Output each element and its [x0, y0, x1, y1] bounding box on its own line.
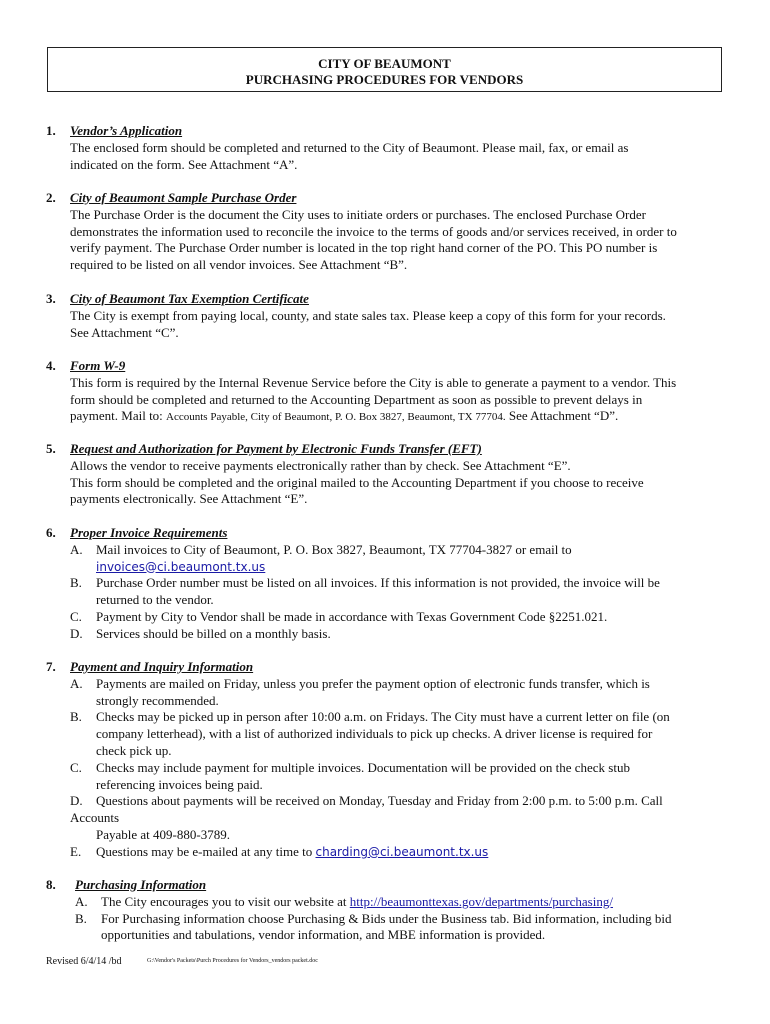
- item-letter: D.: [70, 793, 83, 809]
- paragraph-line: form should be completed and returned to the Accounting Department as soon as possible to prevent delays in: [70, 391, 643, 407]
- item-continuation: check pick up.: [96, 742, 172, 758]
- section-heading: Form W-9: [70, 358, 126, 373]
- item-text: For Purchasing information choose Purchasing & Bids under the Business tab. Bid information, including bid: [101, 910, 672, 926]
- paragraph-line: required to be listed on all vendor invoices. See Attachment “B”.: [70, 257, 408, 273]
- item-text: Payments are mailed on Friday, unless you prefer the payment option of electronic funds transfer, which is: [96, 675, 650, 691]
- item-text: Payment by City to Vendor shall be made in accordance with Texas Government Code §2251.021.: [96, 608, 608, 624]
- list-item: [70, 676, 730, 693]
- section-number: 5.: [46, 441, 56, 456]
- item-letter: C.: [70, 759, 82, 775]
- item-continuation: referencing invoices being paid.: [96, 776, 263, 792]
- item-letter: C.: [70, 608, 82, 624]
- item-continuation: strongly recommended.: [96, 692, 219, 708]
- section-number: 2.: [46, 190, 56, 205]
- item-letter: A.: [70, 541, 83, 557]
- item-letter: B.: [70, 575, 82, 591]
- item-text: Checks may include payment for multiple invoices. Documentation will be provided on the check stub: [96, 759, 630, 775]
- item-text: Questions may be e-mailed at any time to: [96, 843, 316, 859]
- item-text-with-link: [96, 844, 488, 861]
- item-continuation: returned to the vendor.: [96, 592, 214, 608]
- item-text-with-link: [101, 894, 613, 911]
- item-letter: B.: [75, 910, 87, 926]
- item-continuation: opportunities and tabulations, vendor information, and MBE information is provided.: [101, 927, 546, 943]
- title-city: CITY OF BEAUMONT: [318, 56, 451, 71]
- paragraph-line: See Attachment “C”.: [70, 324, 179, 340]
- list-item: [70, 575, 730, 592]
- paragraph-line: Allows the vendor to receive payments electronically rather than by check. See Attachment “E”.: [70, 457, 571, 473]
- paragraph-line: The Purchase Order is the document the City uses to initiate orders or purchases. The enclosed Purchase Order: [70, 206, 646, 222]
- section-heading: Request and Authorization for Payment by Electronic Funds Transfer (EFT): [70, 441, 482, 456]
- item-letter: A.: [70, 675, 83, 691]
- list-item: [70, 609, 730, 626]
- item-text: Questions about payments will be received on Monday, Tuesday and Friday from 2:00 p.m. to 5:00 p.m. Call: [96, 793, 663, 809]
- list-item: [70, 844, 730, 861]
- paragraph-line: This form is required by the Internal Revenue Service before the City is able to generate a payment to a vendor. This: [70, 374, 677, 390]
- paragraph-line: This form should be completed and the original mailed to the Accounting Department if you choose to receive: [70, 474, 644, 490]
- invoices-email-link[interactable]: invoices@ci.beaumont.tx.us: [96, 559, 266, 574]
- list-item: [75, 894, 735, 911]
- section-heading: City of Beaumont Tax Exemption Certificate: [70, 291, 309, 306]
- list-item: [70, 793, 730, 810]
- section-number: 1.: [46, 123, 56, 138]
- mail-to-line: [70, 408, 730, 425]
- paragraph-line: demonstrates the information used to reconcile the invoice to the terms of goods and/or services received, in order to: [70, 223, 677, 239]
- paragraph-line: The enclosed form should be completed and returned to the City of Beaumont. Please mail, fax, or email as: [70, 139, 629, 155]
- item-continuation: Payable at 409-880-3789.: [96, 826, 230, 842]
- file-path: G:\Vendor's Packets\Purch Procedures for Vendors_vendors packet.doc: [147, 958, 318, 964]
- item-letter: D.: [70, 625, 83, 641]
- item-continuation: company letterhead), with a list of authorized individuals to pick up checks. A driver license is required for: [96, 726, 653, 742]
- item-wrap: Accounts: [70, 810, 120, 826]
- item-text: Services should be billed on a monthly basis.: [96, 625, 331, 641]
- item-letter: A.: [75, 893, 88, 909]
- item-text: Purchase Order number must be listed on all invoices. If this information is not provided, the invoice will be: [96, 575, 660, 591]
- mail-prefix: payment. Mail to:: [70, 408, 167, 424]
- paragraph-line: indicated on the form. See Attachment “A”.: [70, 156, 298, 172]
- item-text: Checks may be picked up in person after 10:00 a.m. on Fridays. The City must have a current letter on file (on: [96, 709, 670, 725]
- list-item: [70, 542, 730, 559]
- list-item: [70, 626, 730, 643]
- list-item: [70, 760, 730, 777]
- item-text: Mail invoices to City of Beaumont, P. O. Box 3827, Beaumont, TX 77704-3827 or email to: [96, 541, 572, 557]
- item-letter: B.: [70, 709, 82, 725]
- section-heading: Vendor’s Application: [70, 123, 183, 138]
- footer: [46, 956, 318, 967]
- section-number: 8.: [46, 877, 56, 892]
- item-text: The City encourages you to visit our website at: [101, 893, 350, 909]
- mail-suffix: See Attachment “D”.: [505, 408, 619, 424]
- purchasing-website-link[interactable]: http://beaumonttexas.gov/departments/purchasing/: [349, 893, 613, 909]
- item-letter: E.: [70, 843, 82, 859]
- list-item: [70, 709, 730, 726]
- mail-address: Accounts Payable, City of Beaumont, P. O. Box 3827, Beaumont, TX 77704.: [166, 411, 506, 424]
- paragraph-line: verify payment. The Purchase Order number is located in the top right hand corner of the PO. This PO number is: [70, 240, 658, 256]
- revision-note: Revised 6/4/14 /bd: [46, 956, 122, 967]
- section-number: 3.: [46, 291, 56, 306]
- title-box: [47, 47, 722, 92]
- section-heading: Proper Invoice Requirements: [70, 525, 228, 540]
- section-heading: City of Beaumont Sample Purchase Order: [70, 190, 297, 205]
- section-heading: Payment and Inquiry Information: [70, 659, 254, 674]
- section-number: 6.: [46, 525, 56, 540]
- title-procedures: PURCHASING PROCEDURES FOR VENDORS: [245, 72, 524, 87]
- list-item: [75, 911, 735, 928]
- section-number: 7.: [46, 659, 56, 674]
- paragraph-line: The City is exempt from paying local, county, and state sales tax. Please keep a copy of this form for your records.: [70, 307, 666, 323]
- charding-email-link[interactable]: charding@ci.beaumont.tx.us: [315, 844, 489, 859]
- section-heading: Purchasing Information: [75, 877, 207, 892]
- paragraph-line: payments electronically. See Attachment “E”.: [70, 491, 308, 507]
- section-number: 4.: [46, 358, 56, 373]
